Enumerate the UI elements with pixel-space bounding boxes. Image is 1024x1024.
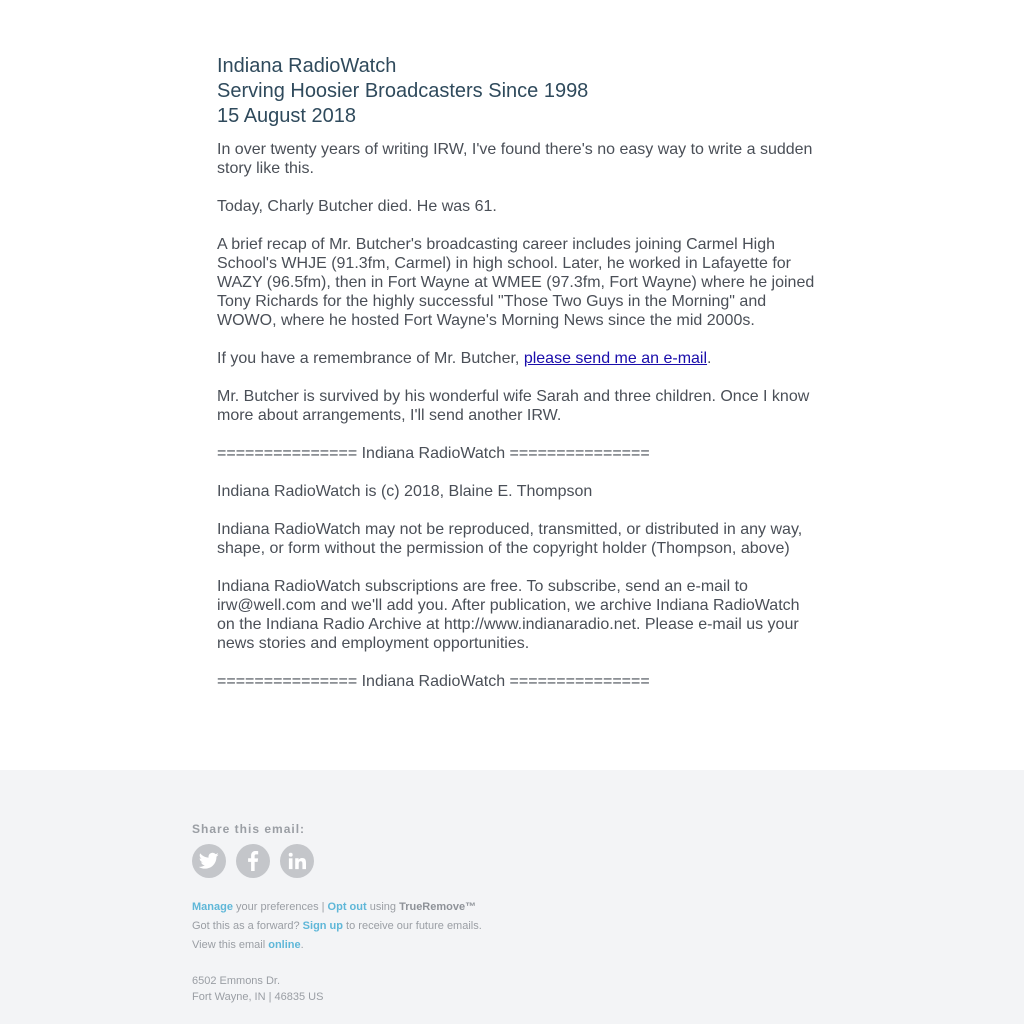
preferences-text: your preferences | <box>232 901 328 913</box>
forward-prefix: Got this as a forward? <box>192 920 303 932</box>
newsletter-date: 15 August 2018 <box>217 105 357 127</box>
newsletter-subtitle: Serving Hoosier Broadcasters Since 1998 <box>217 80 589 102</box>
view-suffix: . <box>300 939 304 951</box>
facebook-icon <box>247 851 259 871</box>
subscribe-notice: Indiana RadioWatch subscriptions are free. To subscribe, send an e-mail to irw@well.com and we'll add you. After publication, we archive Indiana RadioWatch on the Indiana Radio Archive at http://www.indianaradio.net. Please e-mail us your news stories and employment opportunities. <box>217 578 800 652</box>
twitter-icon <box>199 852 219 870</box>
mailing-address <box>192 973 792 1005</box>
view-online-line <box>192 936 792 955</box>
sign-up-link[interactable]: Sign up <box>302 920 343 932</box>
social-share-row <box>192 844 792 878</box>
newsletter-header <box>217 54 817 129</box>
forward-line <box>192 917 792 936</box>
article-body <box>217 140 817 691</box>
paragraph-career-recap: A brief recap of Mr. Butcher's broadcasting career includes joining Carmel High School's WHJE (91.3fm, Carmel) in high school. Later, he worked in Lafayette for WAZY (96.5fm), then in Fort Wayne at WMEE (97.3fm, Fort Wayne) where he joined Tony Richards for the highly successful "Those Two Guys in the Morning" and WOWO, where he hosted Fort Wayne's Morning News since the mid 2000s. <box>217 236 815 329</box>
linkedin-icon <box>288 852 306 870</box>
footer-links <box>192 898 792 955</box>
forward-suffix: to receive our future emails. <box>343 920 482 932</box>
send-email-link[interactable]: please send me an e-mail <box>523 350 708 367</box>
copyright-notice: Indiana RadioWatch is (c) 2018, Blaine E. Thompson <box>217 483 593 500</box>
paragraph-remembrance <box>217 349 817 368</box>
linkedin-share-button[interactable] <box>280 844 314 878</box>
paragraph-intro: In over twenty years of writing IRW, I've found there's no easy way to write a sudden story like this. <box>217 141 813 177</box>
preferences-line <box>192 898 792 917</box>
view-prefix: View this email <box>192 939 269 951</box>
paragraph-death-notice: Today, Charly Butcher died. He was 61. <box>217 198 497 215</box>
footer-inner <box>192 822 792 1005</box>
address-line-2: Fort Wayne, IN | 46835 US <box>192 991 324 1003</box>
trueremove-brand: TrueRemove™ <box>399 901 477 913</box>
paragraph-survived-by: Mr. Butcher is survived by his wonderful wife Sarah and three children. Once I know more about arrangements, I'll send another IRW. <box>217 388 810 424</box>
email-footer <box>0 770 1024 1024</box>
opt-out-link[interactable]: Opt out <box>327 901 367 913</box>
remembrance-suffix: . <box>707 350 712 367</box>
facebook-share-button[interactable] <box>236 844 270 878</box>
separator-line: =============== Indiana RadioWatch =============== <box>217 445 650 462</box>
view-online-link[interactable]: online <box>268 939 301 951</box>
email-content <box>217 54 817 710</box>
separator-line-bottom: =============== Indiana RadioWatch =============== <box>217 673 650 690</box>
address-line-1: 6502 Emmons Dr. <box>192 975 281 987</box>
newsletter-title: Indiana RadioWatch <box>217 55 397 77</box>
share-title: Share this email: <box>192 822 306 836</box>
remembrance-prefix: If you have a remembrance of Mr. Butcher, <box>217 350 524 367</box>
using-text: using <box>366 901 400 913</box>
manage-link[interactable]: Manage <box>192 901 233 913</box>
twitter-share-button[interactable] <box>192 844 226 878</box>
rights-notice: Indiana RadioWatch may not be reproduced, transmitted, or distributed in any way, shape, or form without the permission of the copyright holder (Thompson, above) <box>217 521 803 557</box>
